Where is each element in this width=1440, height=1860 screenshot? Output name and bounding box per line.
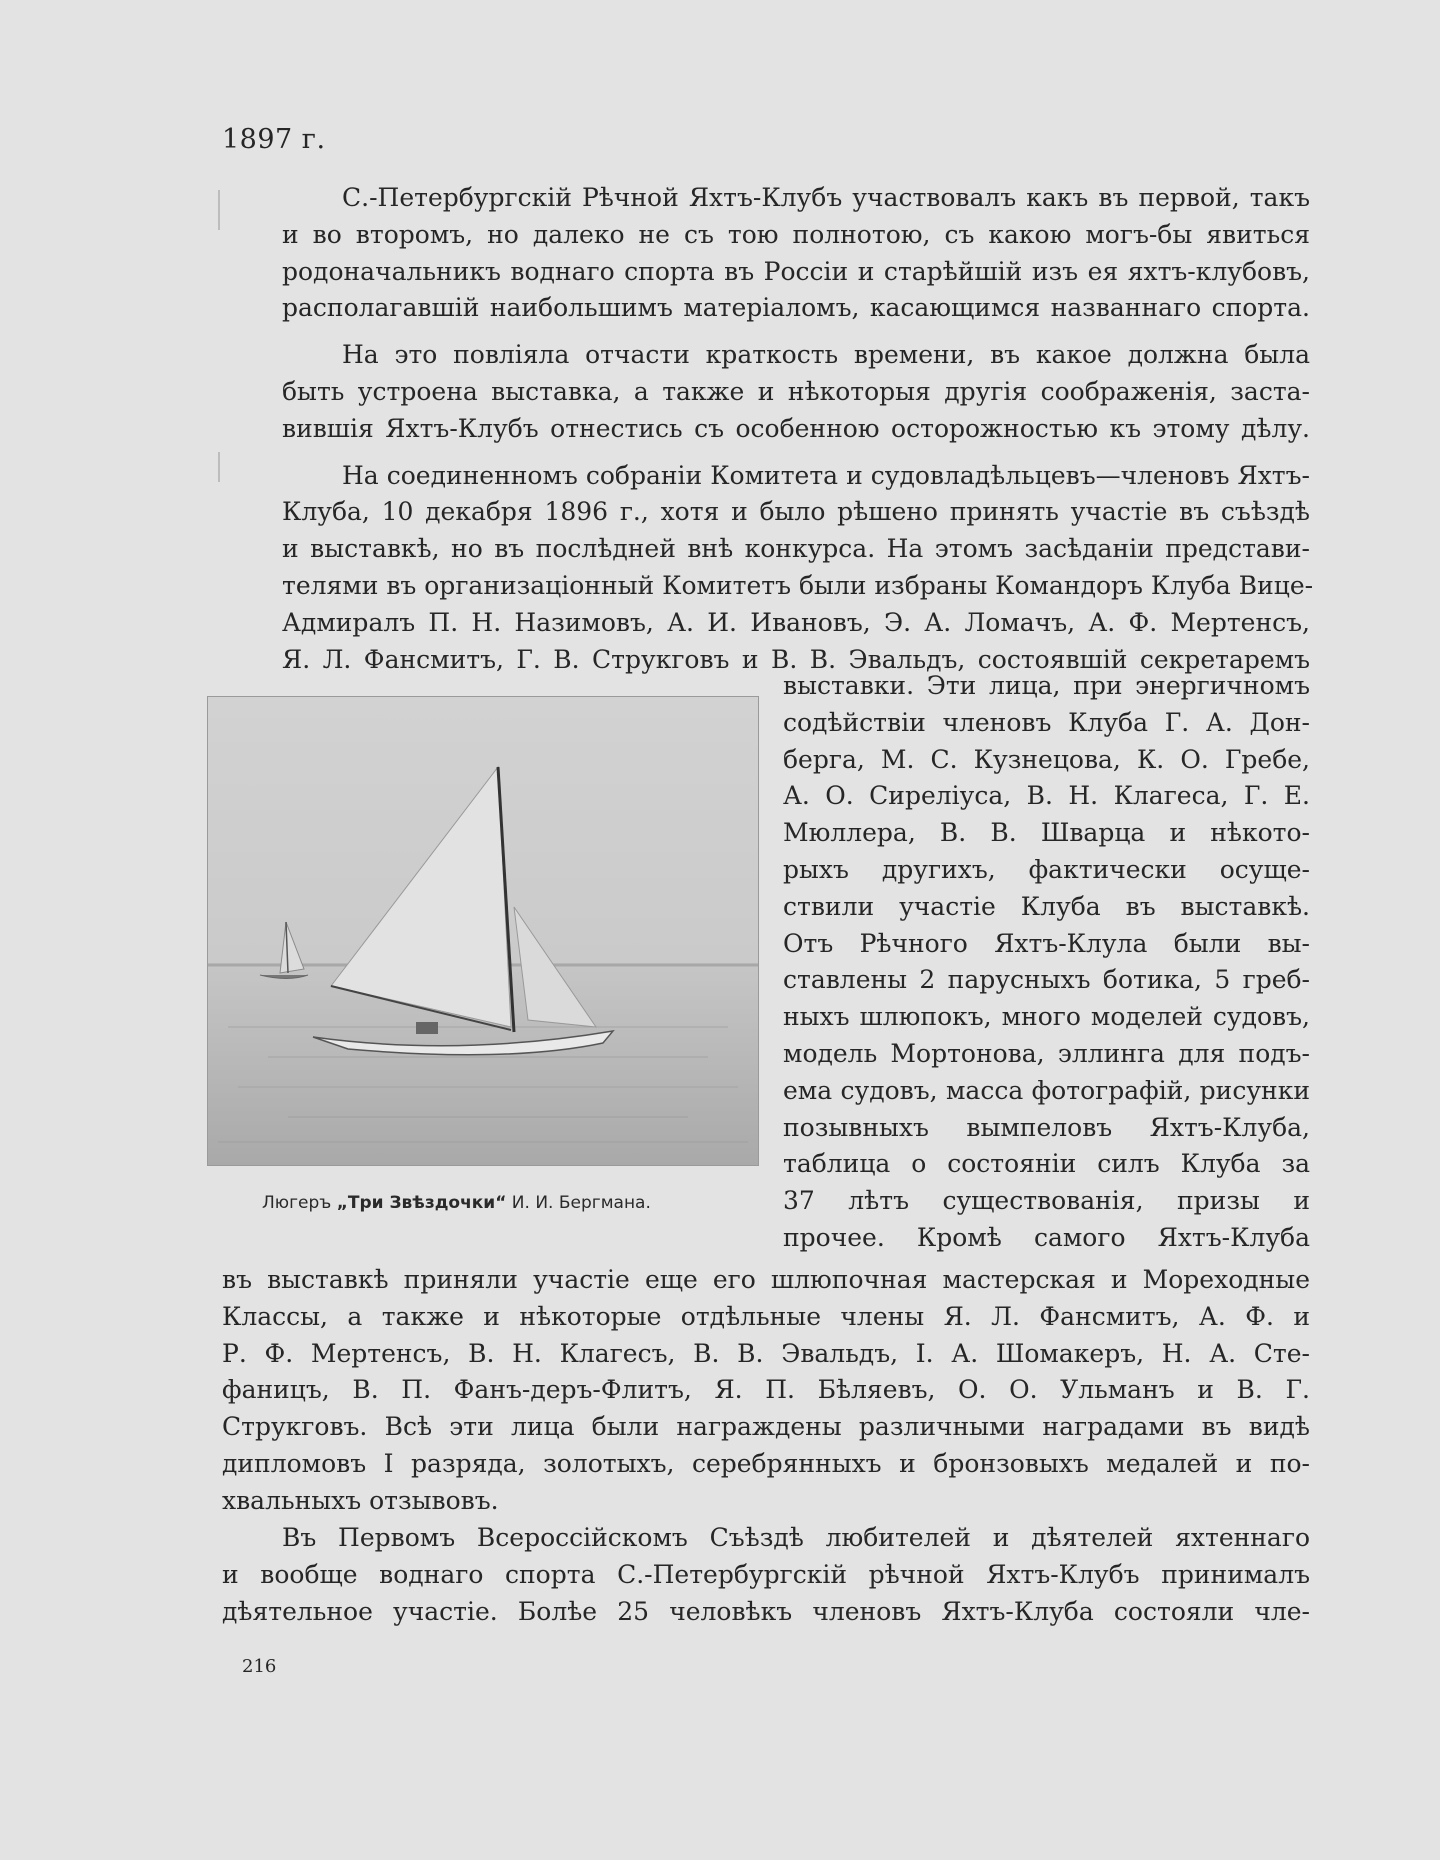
text-line: и выставкѣ, но въ послѣдней внѣ конкурса. На этомъ засѣданіи представи-: [282, 534, 1310, 564]
figure-caption: [262, 1193, 651, 1213]
text-block-intro: [222, 180, 1314, 678]
margin-mark: [218, 452, 220, 482]
text-line: въ выставкѣ приняли участіе еще его шлюпочная мастерская и Мореходные: [222, 1265, 1310, 1294]
section-year-heading: 1897 г.: [222, 124, 326, 155]
text-line: модель Мортонова, эллинга для подъ-: [783, 1038, 1310, 1068]
text-line: дѣятельное участіе. Болѣе 25 человѣкъ членовъ Яхтъ-Клуба состояли чле-: [222, 1596, 1310, 1626]
paragraph-3: [222, 458, 1314, 679]
sailboat-illustration: [208, 697, 758, 1165]
text-line: хвальныхъ отзывовъ.: [222, 1485, 499, 1515]
caption-suffix: И. И. Бергмана.: [506, 1193, 651, 1213]
text-line: и во второмъ, но далеко не съ тою полнотою, съ какою могъ-бы явиться: [282, 219, 1310, 249]
text-line: фаницъ, В. П. Фанъ-деръ-Флитъ, Я. П. Бѣляевъ, О. О. Ульманъ и В. Г.: [222, 1375, 1310, 1405]
text-line: дипломовъ I разряда, золотыхъ, серебрянныхъ и бронзовыхъ медалей и по-: [222, 1448, 1310, 1478]
text-line: Клуба, 10 декабря 1896 г., хотя и было рѣшено принять участіе въ съѣздѣ: [282, 497, 1310, 527]
text-line: и вообще воднаго спорта С.-Петербургскій рѣчной Яхтъ-Клубъ принималъ: [222, 1559, 1310, 1589]
paragraph-2: [222, 337, 1310, 447]
text-line: На соединенномъ собраніи Комитета и судовладѣльцевъ—членовъ Яхтъ-: [342, 460, 1310, 490]
text-line: выставки. Эти лица, при энергичномъ: [783, 671, 1310, 700]
text-line: берга, М. С. Кузнецова, К. О. Гребе,: [783, 744, 1310, 774]
text-line: ставлены 2 парусныхъ ботика, 5 греб-: [783, 965, 1310, 995]
page-number: 216: [242, 1656, 277, 1677]
text-line: С.-Петербургскій Рѣчной Яхтъ-Клубъ участвовалъ какъ въ первой, такъ: [342, 183, 1310, 212]
text-line: быть устроена выставка, а также и нѣкоторыя другія соображенія, заста-: [282, 376, 1310, 406]
text-line: прочее. Кромѣ самого Яхтъ-Клуба: [783, 1222, 1310, 1252]
text-line: таблица о состояніи силъ Клуба за: [783, 1149, 1310, 1179]
photo-sailboat: [207, 696, 759, 1166]
text-line: Въ Первомъ Всероссійскомъ Съѣздѣ любителей и дѣятелей яхтеннаго: [282, 1523, 1310, 1552]
text-line: На это повліяла отчасти краткость времени, въ какое должна была: [342, 340, 1310, 370]
text-line: Струкговъ. Всѣ эти лица были награждены различными наградами въ видѣ: [222, 1412, 1310, 1442]
text-line: располагавшій наибольшимъ матеріаломъ, касающимся названнаго спорта.: [282, 293, 1310, 323]
margin-mark: [218, 190, 220, 230]
text-line: родоначальникъ воднаго спорта въ Россіи и старѣйшій изъ ея яхтъ-клубовъ,: [282, 256, 1310, 286]
text-line: телями въ организаціонный Комитетъ были избраны Командоръ Клуба Вице-: [282, 570, 1314, 600]
paragraph-1: [222, 180, 1310, 327]
caption-boat-name: „Три Звѣздочки“: [336, 1193, 507, 1213]
text-line: Отъ Рѣчного Яхтъ-Клула были вы-: [783, 928, 1310, 958]
text-line: рыхъ другихъ, фактически осуще-: [783, 854, 1310, 884]
text-line: позывныхъ вымпеловъ Яхтъ-Клуба,: [783, 1112, 1310, 1142]
text-line: вившія Яхтъ-Клубъ отнестись съ особенною осторожностью къ этому дѣлу.: [282, 413, 1310, 443]
text-line: Я. Л. Фансмитъ, Г. В. Струкговъ и В. В. Эвальдъ, состоявшій секретаремъ: [282, 644, 1310, 674]
text-block-congress: [222, 1520, 1310, 1630]
text-line: Адмиралъ П. Н. Назимовъ, А. И. Ивановъ, Э. А. Ломачъ, А. Ф. Мертенсъ,: [282, 607, 1310, 637]
text-line: Р. Ф. Мертенсъ, В. Н. Клагесъ, В. В. Эвальдъ, І. А. Шомакеръ, Н. А. Сте-: [222, 1338, 1310, 1368]
text-line: ствили участіе Клуба въ выставкѣ.: [783, 891, 1310, 921]
text-column-right: [783, 668, 1310, 1257]
caption-prefix: Люгеръ: [262, 1193, 337, 1213]
text-line: Мюллера, В. В. Шварца и нѣкото-: [783, 818, 1310, 848]
text-line: ема судовъ, масса фотографій, рисунки: [783, 1075, 1310, 1105]
text-line: 37 лѣтъ существованія, призы и: [783, 1186, 1310, 1216]
text-line: Классы, а также и нѣкоторые отдѣльные члены Я. Л. Фансмитъ, А. Ф. и: [222, 1301, 1310, 1331]
text-line: ныхъ шлюпокъ, много моделей судовъ,: [783, 1002, 1310, 1032]
text-block-participants: [222, 1262, 1310, 1520]
text-line: содѣйствіи членовъ Клуба Г. А. Дон-: [783, 707, 1310, 737]
text-line: А. О. Сирелiуса, В. Н. Клагеса, Г. Е.: [783, 781, 1310, 811]
